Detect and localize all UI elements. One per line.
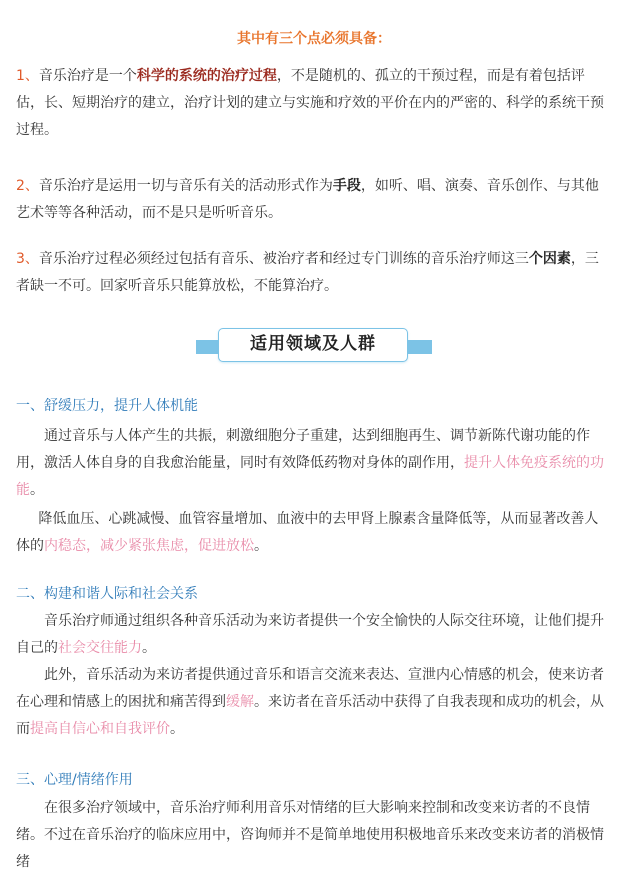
section-1-para-2-text: 降低血压、心跳减慢、血管容量增加、血液中的去甲肾上腺素含量降低等，从而显著改善人体的 bbox=[16, 511, 599, 554]
section-2-para-2-text: 此外，音乐活动为来访者提供通过音乐和语言交流来表达、宣泄内心情感的机会，使来访者在心理和情感上的困扰和痛苦得到 bbox=[16, 667, 604, 710]
point-3-post: ，三者缺一不可。回家听音乐只能算放松，不能算治疗。 bbox=[16, 251, 599, 294]
section-1-para-2-highlight: 内稳态，减少紧张焦虑，促进放松 bbox=[44, 538, 254, 554]
point-3-number: 3、 bbox=[16, 251, 39, 267]
section-3-para-1 bbox=[16, 795, 612, 876]
point-3-pre: 音乐治疗过程必须经过包括有音乐、被治疗者和经过专门训练的音乐治疗师这三 bbox=[38, 251, 529, 267]
section-banner bbox=[196, 326, 432, 366]
banner-title: 适用领域及人群 bbox=[218, 328, 408, 362]
section-3-title: 三、心理/情绪作用 bbox=[16, 772, 133, 788]
section-1-para-1-text: 通过音乐与人体产生的共振，刺激细胞分子重建，达到细胞再生、调节新陈代谢功能的作用，激活人体自身的自我愈治能量，同时有效降低药物对身体的副作用， bbox=[16, 428, 590, 471]
section-2-para-2-highlight-2: 提高自信心和自我评价 bbox=[30, 721, 170, 737]
section-2-para-1-text: 音乐治疗师通过组织各种音乐活动为来访者提供一个安全愉快的人际交往环境，让他们提升自己的 bbox=[16, 613, 604, 656]
section-2-para-1-end: 。 bbox=[142, 640, 156, 656]
point-3-emphasis: 个因素 bbox=[528, 251, 571, 267]
section-1-para-1-end: 。 bbox=[30, 482, 44, 498]
point-2 bbox=[16, 173, 612, 227]
point-3 bbox=[16, 246, 612, 300]
point-1-number: 1、 bbox=[16, 68, 39, 84]
point-2-emphasis: 手段 bbox=[332, 178, 361, 194]
section-2-para-1-highlight: 社会交往能力 bbox=[58, 640, 142, 656]
section-1-para-2 bbox=[16, 506, 612, 560]
section-3-para-1-text: 在很多治疗领域中，音乐治疗师利用音乐对情绪的巨大影响来控制和改变来访者的不良情绪。不过在音乐治疗的临床应用中，咨询师并不是简单地使用积极地音乐来改变来访者的消极情绪 bbox=[16, 800, 604, 870]
section-2-para-1 bbox=[16, 608, 612, 662]
section-1-para-2-end: 。 bbox=[254, 538, 268, 554]
section-1-para-1-highlight: 提升人体免疫系统的功能 bbox=[16, 455, 604, 498]
intro-heading: 其中有三个点必须具备： bbox=[237, 31, 391, 47]
point-1-post: ，不是随机的、孤立的干预过程，而是有着包括评估，长、短期治疗的建立，治疗计划的建立与实施和疗效的平价在内的严密的、科学的系统干预过程。 bbox=[16, 68, 604, 138]
point-2-number: 2、 bbox=[16, 178, 39, 194]
section-2-para-2-mid: 。来访者在音乐活动中获得了自我表现和成功的机会，从而 bbox=[16, 694, 604, 737]
section-1-title: 一、舒缓压力，提升人体机能 bbox=[16, 398, 198, 414]
point-1-emphasis: 科学的系统的治疗过程 bbox=[136, 68, 277, 84]
point-1 bbox=[16, 63, 612, 144]
point-2-post: ，如听、唱、演奏、音乐创作、与其他艺术等等各种活动，而不是只是听听音乐。 bbox=[16, 178, 599, 221]
section-1-para-1 bbox=[16, 423, 612, 504]
section-2-para-2 bbox=[16, 662, 612, 743]
section-2-title: 二、构建和谐人际和社会关系 bbox=[16, 586, 198, 602]
section-2-para-2-end: 。 bbox=[170, 721, 184, 737]
point-1-pre: 音乐治疗是一个 bbox=[38, 68, 137, 84]
point-2-pre: 音乐治疗是运用一切与音乐有关的活动形式作为 bbox=[38, 178, 333, 194]
section-2-para-2-highlight-1: 缓解 bbox=[226, 694, 254, 710]
